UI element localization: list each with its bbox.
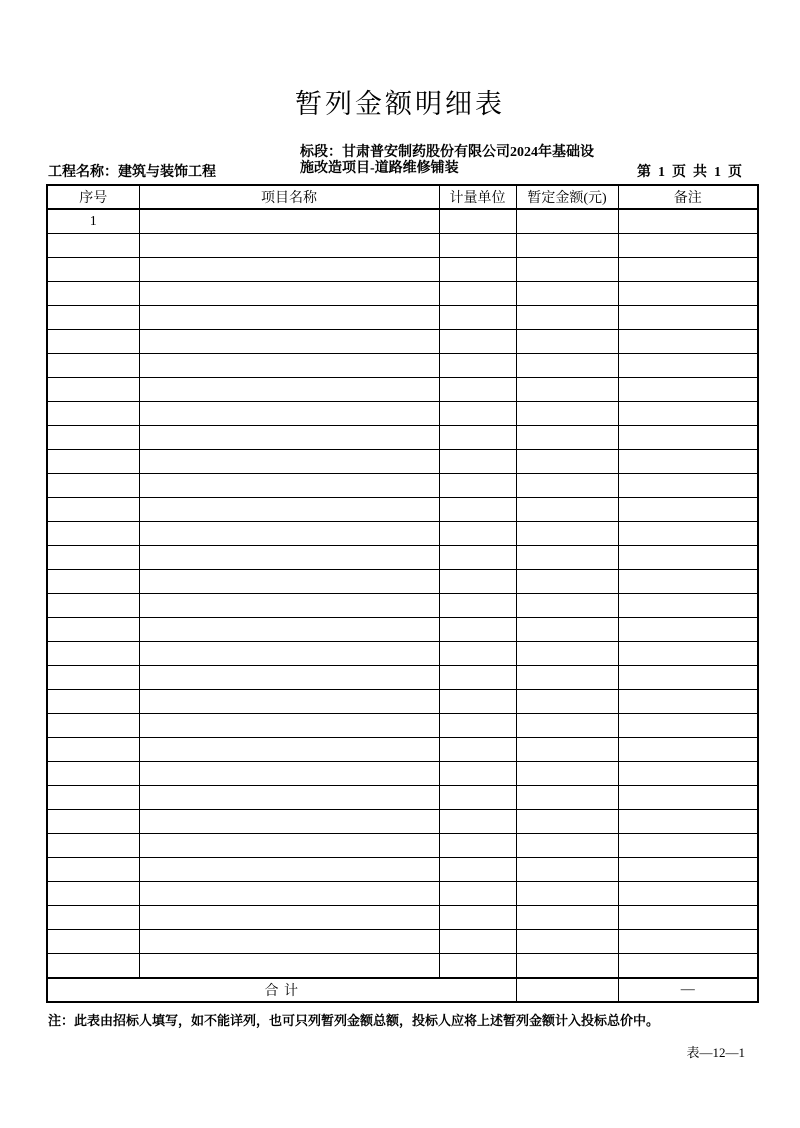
table-row — [47, 690, 758, 714]
table-cell — [47, 234, 139, 258]
table-cell — [618, 522, 758, 546]
table-cell — [439, 738, 516, 762]
table-row — [47, 954, 758, 979]
table-row — [47, 882, 758, 906]
table-row — [47, 426, 758, 450]
table-cell — [618, 354, 758, 378]
table-cell — [439, 858, 516, 882]
table-cell — [139, 906, 439, 930]
table-cell — [618, 426, 758, 450]
table-cell — [47, 858, 139, 882]
table-cell — [139, 426, 439, 450]
table-cell — [516, 282, 618, 306]
form-code: 表—12—1 — [686, 1045, 745, 1060]
table-cell — [47, 786, 139, 810]
table-row — [47, 330, 758, 354]
table-cell — [439, 690, 516, 714]
table-row — [47, 209, 758, 234]
table-cell — [618, 474, 758, 498]
table-cell — [47, 330, 139, 354]
table-cell — [439, 330, 516, 354]
project-name-value: 建筑与装饰工程 — [118, 165, 216, 180]
table-cell — [47, 618, 139, 642]
table-cell — [618, 594, 758, 618]
table-cell — [47, 666, 139, 690]
table-cell — [439, 450, 516, 474]
table-row — [47, 834, 758, 858]
table-cell — [47, 282, 139, 306]
table-cell — [47, 954, 139, 979]
table-cell — [139, 522, 439, 546]
table-cell — [47, 474, 139, 498]
table-cell — [439, 834, 516, 858]
total-amount-cell — [516, 978, 618, 1002]
table-cell — [618, 930, 758, 954]
table-cell — [47, 906, 139, 930]
table-cell — [516, 786, 618, 810]
table-row — [47, 306, 758, 330]
table-cell — [516, 738, 618, 762]
table-cell — [139, 378, 439, 402]
table-cell — [47, 714, 139, 738]
table-cell — [439, 882, 516, 906]
table-cell — [439, 954, 516, 979]
table-cell — [439, 906, 516, 930]
table-cell — [47, 258, 139, 282]
section-line — [300, 145, 620, 177]
table-cell — [139, 882, 439, 906]
table-cell — [618, 450, 758, 474]
table-row — [47, 906, 758, 930]
table-cell — [139, 930, 439, 954]
table-cell — [516, 498, 618, 522]
table-cell — [516, 234, 618, 258]
column-header: 项目名称 — [139, 185, 439, 209]
column-header: 计量单位 — [439, 185, 516, 209]
table-cell — [139, 594, 439, 618]
table-cell — [47, 522, 139, 546]
column-header: 暂定金额(元) — [516, 185, 618, 209]
table-cell — [47, 306, 139, 330]
table-cell: 1 — [47, 209, 139, 234]
table-cell — [439, 618, 516, 642]
table-cell — [139, 306, 439, 330]
table-cell — [439, 786, 516, 810]
table-cell — [618, 954, 758, 979]
table-cell — [516, 522, 618, 546]
table-cell — [618, 234, 758, 258]
table-cell — [516, 642, 618, 666]
table-row — [47, 570, 758, 594]
table-cell — [139, 738, 439, 762]
table-cell — [139, 354, 439, 378]
provisional-sums-table — [46, 184, 759, 1003]
table-row — [47, 378, 758, 402]
table-cell — [516, 570, 618, 594]
table-cell — [618, 714, 758, 738]
table-cell — [618, 402, 758, 426]
table-cell — [516, 690, 618, 714]
table-cell — [618, 810, 758, 834]
table-cell — [516, 906, 618, 930]
table-cell — [439, 570, 516, 594]
table-cell — [516, 594, 618, 618]
table-row — [47, 762, 758, 786]
total-label-cell: 合 计 — [47, 978, 516, 1002]
page-number-info: 第 1 页 共 1 页 — [637, 165, 742, 180]
table-cell — [439, 594, 516, 618]
table-cell — [618, 666, 758, 690]
table-cell — [618, 618, 758, 642]
table-row — [47, 354, 758, 378]
table-cell — [439, 354, 516, 378]
table-cell — [618, 209, 758, 234]
table-cell — [516, 426, 618, 450]
table-cell — [139, 714, 439, 738]
table-row — [47, 522, 758, 546]
table-cell — [618, 690, 758, 714]
table-cell — [139, 690, 439, 714]
table-row — [47, 474, 758, 498]
table-cell — [139, 666, 439, 690]
table-cell — [439, 258, 516, 282]
table-row — [47, 258, 758, 282]
column-header: 备注 — [618, 185, 758, 209]
table-cell — [139, 954, 439, 979]
table-cell — [47, 930, 139, 954]
footer-note: 注：此表由招标人填写，如不能详列，也可只列暂列金额总额，投标人应将上述暂列金额计入投标总价中。 — [48, 1013, 660, 1028]
table-cell — [618, 786, 758, 810]
table-cell — [47, 642, 139, 666]
table-cell — [139, 209, 439, 234]
table-cell — [618, 642, 758, 666]
table-cell — [618, 906, 758, 930]
table-cell — [47, 498, 139, 522]
table-cell — [439, 498, 516, 522]
table-cell — [47, 594, 139, 618]
table-cell — [618, 738, 758, 762]
project-name-line — [48, 161, 216, 181]
table-cell — [439, 810, 516, 834]
table-cell — [516, 714, 618, 738]
table-cell — [516, 954, 618, 979]
table-cell — [618, 762, 758, 786]
table-cell — [618, 858, 758, 882]
table-row — [47, 714, 758, 738]
table-cell — [139, 858, 439, 882]
table-cell — [139, 498, 439, 522]
table-cell — [439, 930, 516, 954]
table-cell — [47, 354, 139, 378]
table-cell — [139, 810, 439, 834]
table-row — [47, 594, 758, 618]
table-cell — [139, 618, 439, 642]
table-cell — [516, 762, 618, 786]
table-cell — [516, 930, 618, 954]
table-cell — [47, 450, 139, 474]
project-name-label: 工程名称： — [48, 165, 118, 180]
table-cell — [516, 882, 618, 906]
table-cell — [516, 618, 618, 642]
table-cell — [439, 402, 516, 426]
table-cell — [439, 209, 516, 234]
table-cell — [439, 378, 516, 402]
table-cell — [139, 330, 439, 354]
total-row — [47, 978, 758, 1002]
table-cell — [516, 450, 618, 474]
table-cell — [439, 642, 516, 666]
table-cell — [47, 402, 139, 426]
table-cell — [439, 522, 516, 546]
page-title: 暂列金额明细表 — [295, 89, 505, 119]
table-cell — [516, 258, 618, 282]
table-cell — [47, 882, 139, 906]
table-cell — [516, 402, 618, 426]
table-row — [47, 618, 758, 642]
table-cell — [516, 666, 618, 690]
table-cell — [516, 834, 618, 858]
table-row — [47, 858, 758, 882]
table-cell — [439, 666, 516, 690]
table-cell — [516, 378, 618, 402]
table-row — [47, 810, 758, 834]
table-cell — [618, 378, 758, 402]
table-cell — [139, 546, 439, 570]
table-cell — [139, 234, 439, 258]
section-line-1: 标段：甘肃普安制药股份有限公司2024年基础设 — [300, 145, 594, 160]
table-cell — [439, 714, 516, 738]
table-cell — [47, 426, 139, 450]
table-cell — [516, 306, 618, 330]
table-row — [47, 642, 758, 666]
table-cell — [139, 258, 439, 282]
table-cell — [618, 570, 758, 594]
table-cell — [439, 474, 516, 498]
table-cell — [139, 474, 439, 498]
table-cell — [618, 282, 758, 306]
table-cell — [439, 546, 516, 570]
table-row — [47, 930, 758, 954]
table-cell — [47, 690, 139, 714]
section-line-2: 施改造项目-道路维修铺装 — [300, 161, 459, 176]
table-cell — [47, 762, 139, 786]
table-row — [47, 282, 758, 306]
table-cell — [439, 762, 516, 786]
table-cell — [47, 570, 139, 594]
table-cell — [139, 450, 439, 474]
table-cell — [516, 546, 618, 570]
table-cell — [439, 234, 516, 258]
table-cell — [439, 426, 516, 450]
table-cell — [139, 786, 439, 810]
table-cell — [618, 498, 758, 522]
table-cell — [47, 738, 139, 762]
table-cell — [618, 834, 758, 858]
table-cell — [139, 282, 439, 306]
table-cell — [516, 474, 618, 498]
table-cell — [516, 330, 618, 354]
table-row — [47, 738, 758, 762]
table-cell — [618, 882, 758, 906]
table-cell — [47, 834, 139, 858]
table-cell — [139, 642, 439, 666]
table-cell — [139, 402, 439, 426]
table-cell — [618, 330, 758, 354]
table-row — [47, 402, 758, 426]
table-row — [47, 450, 758, 474]
table-cell — [47, 810, 139, 834]
table-cell — [47, 378, 139, 402]
table-cell — [516, 810, 618, 834]
table-header-row — [47, 185, 758, 209]
table-cell — [139, 762, 439, 786]
table-cell — [439, 282, 516, 306]
table-row — [47, 498, 758, 522]
table-row — [47, 786, 758, 810]
total-remark-cell: — — [618, 978, 758, 1002]
table-cell — [139, 570, 439, 594]
column-header: 序号 — [47, 185, 139, 209]
table-cell — [618, 306, 758, 330]
table-cell — [516, 858, 618, 882]
table-cell — [516, 354, 618, 378]
table-cell — [618, 258, 758, 282]
table-cell — [47, 546, 139, 570]
table-cell — [618, 546, 758, 570]
table-cell — [516, 209, 618, 234]
table-cell — [139, 834, 439, 858]
table-row — [47, 666, 758, 690]
table-row — [47, 546, 758, 570]
table-row — [47, 234, 758, 258]
table-cell — [439, 306, 516, 330]
